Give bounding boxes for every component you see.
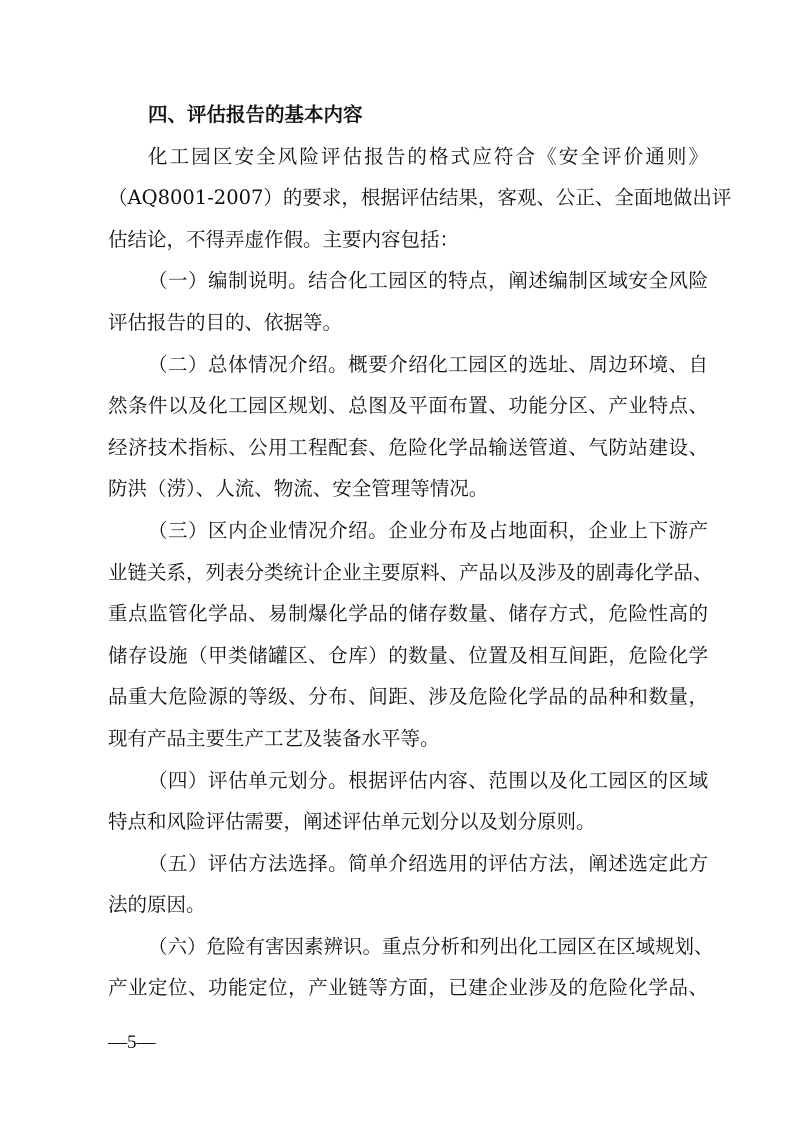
paragraph-line: （三）区内企业情况介绍。企业分布及占地面积，企业上下游产 — [148, 518, 708, 542]
paragraph-line: （六）危险有害因素辨识。重点分析和列出化工园区在区域规划、 — [148, 934, 714, 958]
paragraph-line: 评估报告的目的、依据等。 — [108, 310, 343, 334]
paragraph-line: 产业定位、功能定位，产业链等方面，已建企业涉及的危险化学品、 — [108, 976, 708, 1000]
paragraph-line: 业链关系，列表分类统计企业主要原料、产品以及涉及的剧毒化学品、 — [108, 560, 713, 584]
page-number: —5— — [108, 1032, 156, 1053]
paragraph-line: 现有产品主要生产工艺及装备水平等。 — [108, 726, 440, 750]
paragraph-line: 估结论，不得弄虚作假。主要内容包括： — [108, 227, 460, 251]
paragraph-line: 法的原因。 — [108, 893, 206, 917]
section-heading: 四、评估报告的基本内容 — [148, 103, 363, 126]
paragraph-line: 化工园区安全风险评估报告的格式应符合《安全评价通则》 — [148, 144, 708, 168]
paragraph-line: 特点和风险评估需要，阐述评估单元划分以及划分原则。 — [108, 810, 596, 834]
paragraph-line: 经济技术指标、公用工程配套、危险化学品输送管道、气防站建设、 — [108, 435, 708, 459]
paragraph-line: （一）编制说明。结合化工园区的特点，阐述编制区域安全风险 — [148, 269, 708, 293]
paragraph-line: （二）总体情况介绍。概要介绍化工园区的选址、周边环境、自 — [148, 352, 708, 376]
paragraph-line: 品重大危险源的等级、分布、间距、涉及危险化学品的品种和数量， — [108, 685, 708, 709]
paragraph-line: （AQ8001-2007）的要求，根据评估结果，客观、公正、全面地做出评 — [108, 186, 732, 210]
document-body — [108, 103, 732, 1018]
paragraph-line: 重点监管化学品、易制爆化学品的储存数量、储存方式，危险性高的 — [108, 602, 708, 626]
paragraph-line: 储存设施（甲类储罐区、仓库）的数量、位置及相互间距，危险化学 — [108, 643, 708, 667]
paragraph-line: 然条件以及化工园区规划、总图及平面布置、功能分区、产业特点、 — [108, 394, 708, 418]
paragraph-line: （五）评估方法选择。简单介绍选用的评估方法，阐述选定此方 — [148, 851, 708, 875]
paragraph-line: （四）评估单元划分。根据评估内容、范围以及化工园区的区域 — [148, 768, 708, 792]
paragraph-line: 防洪（涝）、人流、物流、安全管理等情况。 — [108, 477, 489, 501]
